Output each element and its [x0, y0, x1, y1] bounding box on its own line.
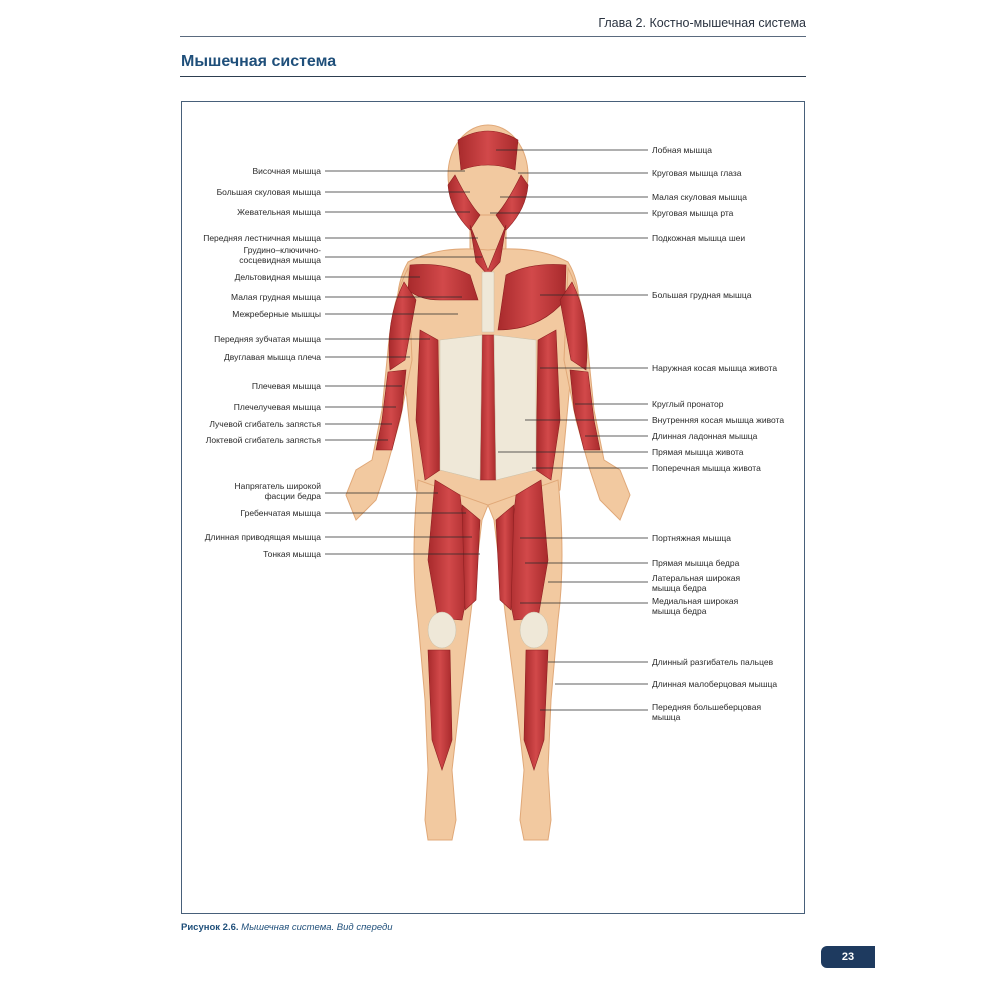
label-flexor-carpi-radialis: Лучевой сгибатель запястья [209, 419, 321, 429]
label-masseter: Жевательная мышца [237, 207, 321, 217]
label-brachialis: Плечевая мышца [251, 381, 321, 391]
label-orbicularis-oculi: Круговая мышца глаза [652, 168, 742, 178]
label-scalenus-anterior: Передняя лестничная мышца [203, 233, 321, 243]
label-external-oblique: Наружная косая мышца живота [652, 363, 778, 373]
label-frontalis: Лобная мышца [652, 145, 712, 155]
label-flexor-carpi-ulnaris: Локтевой сгибатель запястья [205, 435, 321, 445]
label-pectoralis-minor: Малая грудная мышца [231, 292, 321, 302]
label-rectus-femoris: Прямая мышца бедра [652, 558, 740, 568]
label-vastus-medialis-1: Медиальная широкая [652, 596, 739, 606]
label-vastus-lateralis-2: мышца бедра [652, 583, 707, 593]
label-palmaris-longus: Длинная ладонная мышца [652, 431, 758, 441]
label-temporalis: Височная мышца [252, 166, 321, 176]
label-tibialis-anterior-2: мышца [652, 712, 681, 722]
label-zygomaticus-major: Большая скуловая мышца [216, 187, 321, 197]
caption-number: Рисунок 2.6. [181, 922, 239, 933]
label-orbicularis-oris: Круговая мышца рта [652, 208, 734, 218]
label-biceps: Двуглавая мышца плеча [224, 352, 321, 362]
label-sartorius: Портняжная мышца [652, 533, 732, 543]
label-sternocleidomastoid-2: сосцевидная мышца [239, 255, 321, 265]
label-brachioradialis: Плечелучевая мышца [233, 402, 321, 412]
figure-caption [181, 922, 393, 933]
label-pronator-teres: Круглый пронатор [652, 399, 724, 409]
label-pectoralis-major: Большая грудная мышца [652, 290, 752, 300]
label-transversus-abdominis: Поперечная мышца живота [652, 463, 761, 473]
label-intercostals: Межреберные мышцы [232, 309, 321, 319]
label-gracilis: Тонкая мышца [263, 549, 321, 559]
label-tibialis-anterior-1: Передняя большеберцовая [652, 702, 762, 712]
label-adductor-longus: Длинная приводящая мышца [204, 532, 321, 542]
label-zygomaticus-minor: Малая скуловая мышца [652, 192, 747, 202]
body-outline [346, 125, 630, 840]
label-platysma: Подкожная мышца шеи [652, 233, 746, 243]
label-rectus-abdominis: Прямая мышца живота [652, 447, 744, 457]
label-vastus-medialis-2: мышца бедра [652, 606, 707, 616]
chapter-title: Глава 2. Костно-мышечная система [598, 16, 806, 30]
label-internal-oblique: Внутренняя косая мышца живота [652, 415, 785, 425]
label-vastus-lateralis-1: Латеральная широкая [652, 573, 741, 583]
label-pectineus: Гребенчатая мышца [240, 508, 321, 518]
label-tensor-fasciae-2: фасции бедра [264, 491, 321, 501]
label-peroneus-longus: Длинная малоберцовая мышца [652, 679, 778, 689]
page-number-badge: 23 [821, 946, 875, 968]
label-serratus-anterior: Передняя зубчатая мышца [214, 334, 321, 344]
label-extensor-digitorum-longus: Длинный разгибатель пальцев [652, 657, 774, 667]
label-tensor-fasciae-1: Напрягатель широкой [234, 481, 321, 491]
label-sternocleidomastoid-1: Грудино–ключично- [243, 245, 321, 255]
label-deltoid: Дельтовидная мышца [234, 272, 321, 282]
section-title: Мышечная система [181, 53, 337, 70]
caption-text: Мышечная система. Вид спереди [241, 922, 393, 933]
